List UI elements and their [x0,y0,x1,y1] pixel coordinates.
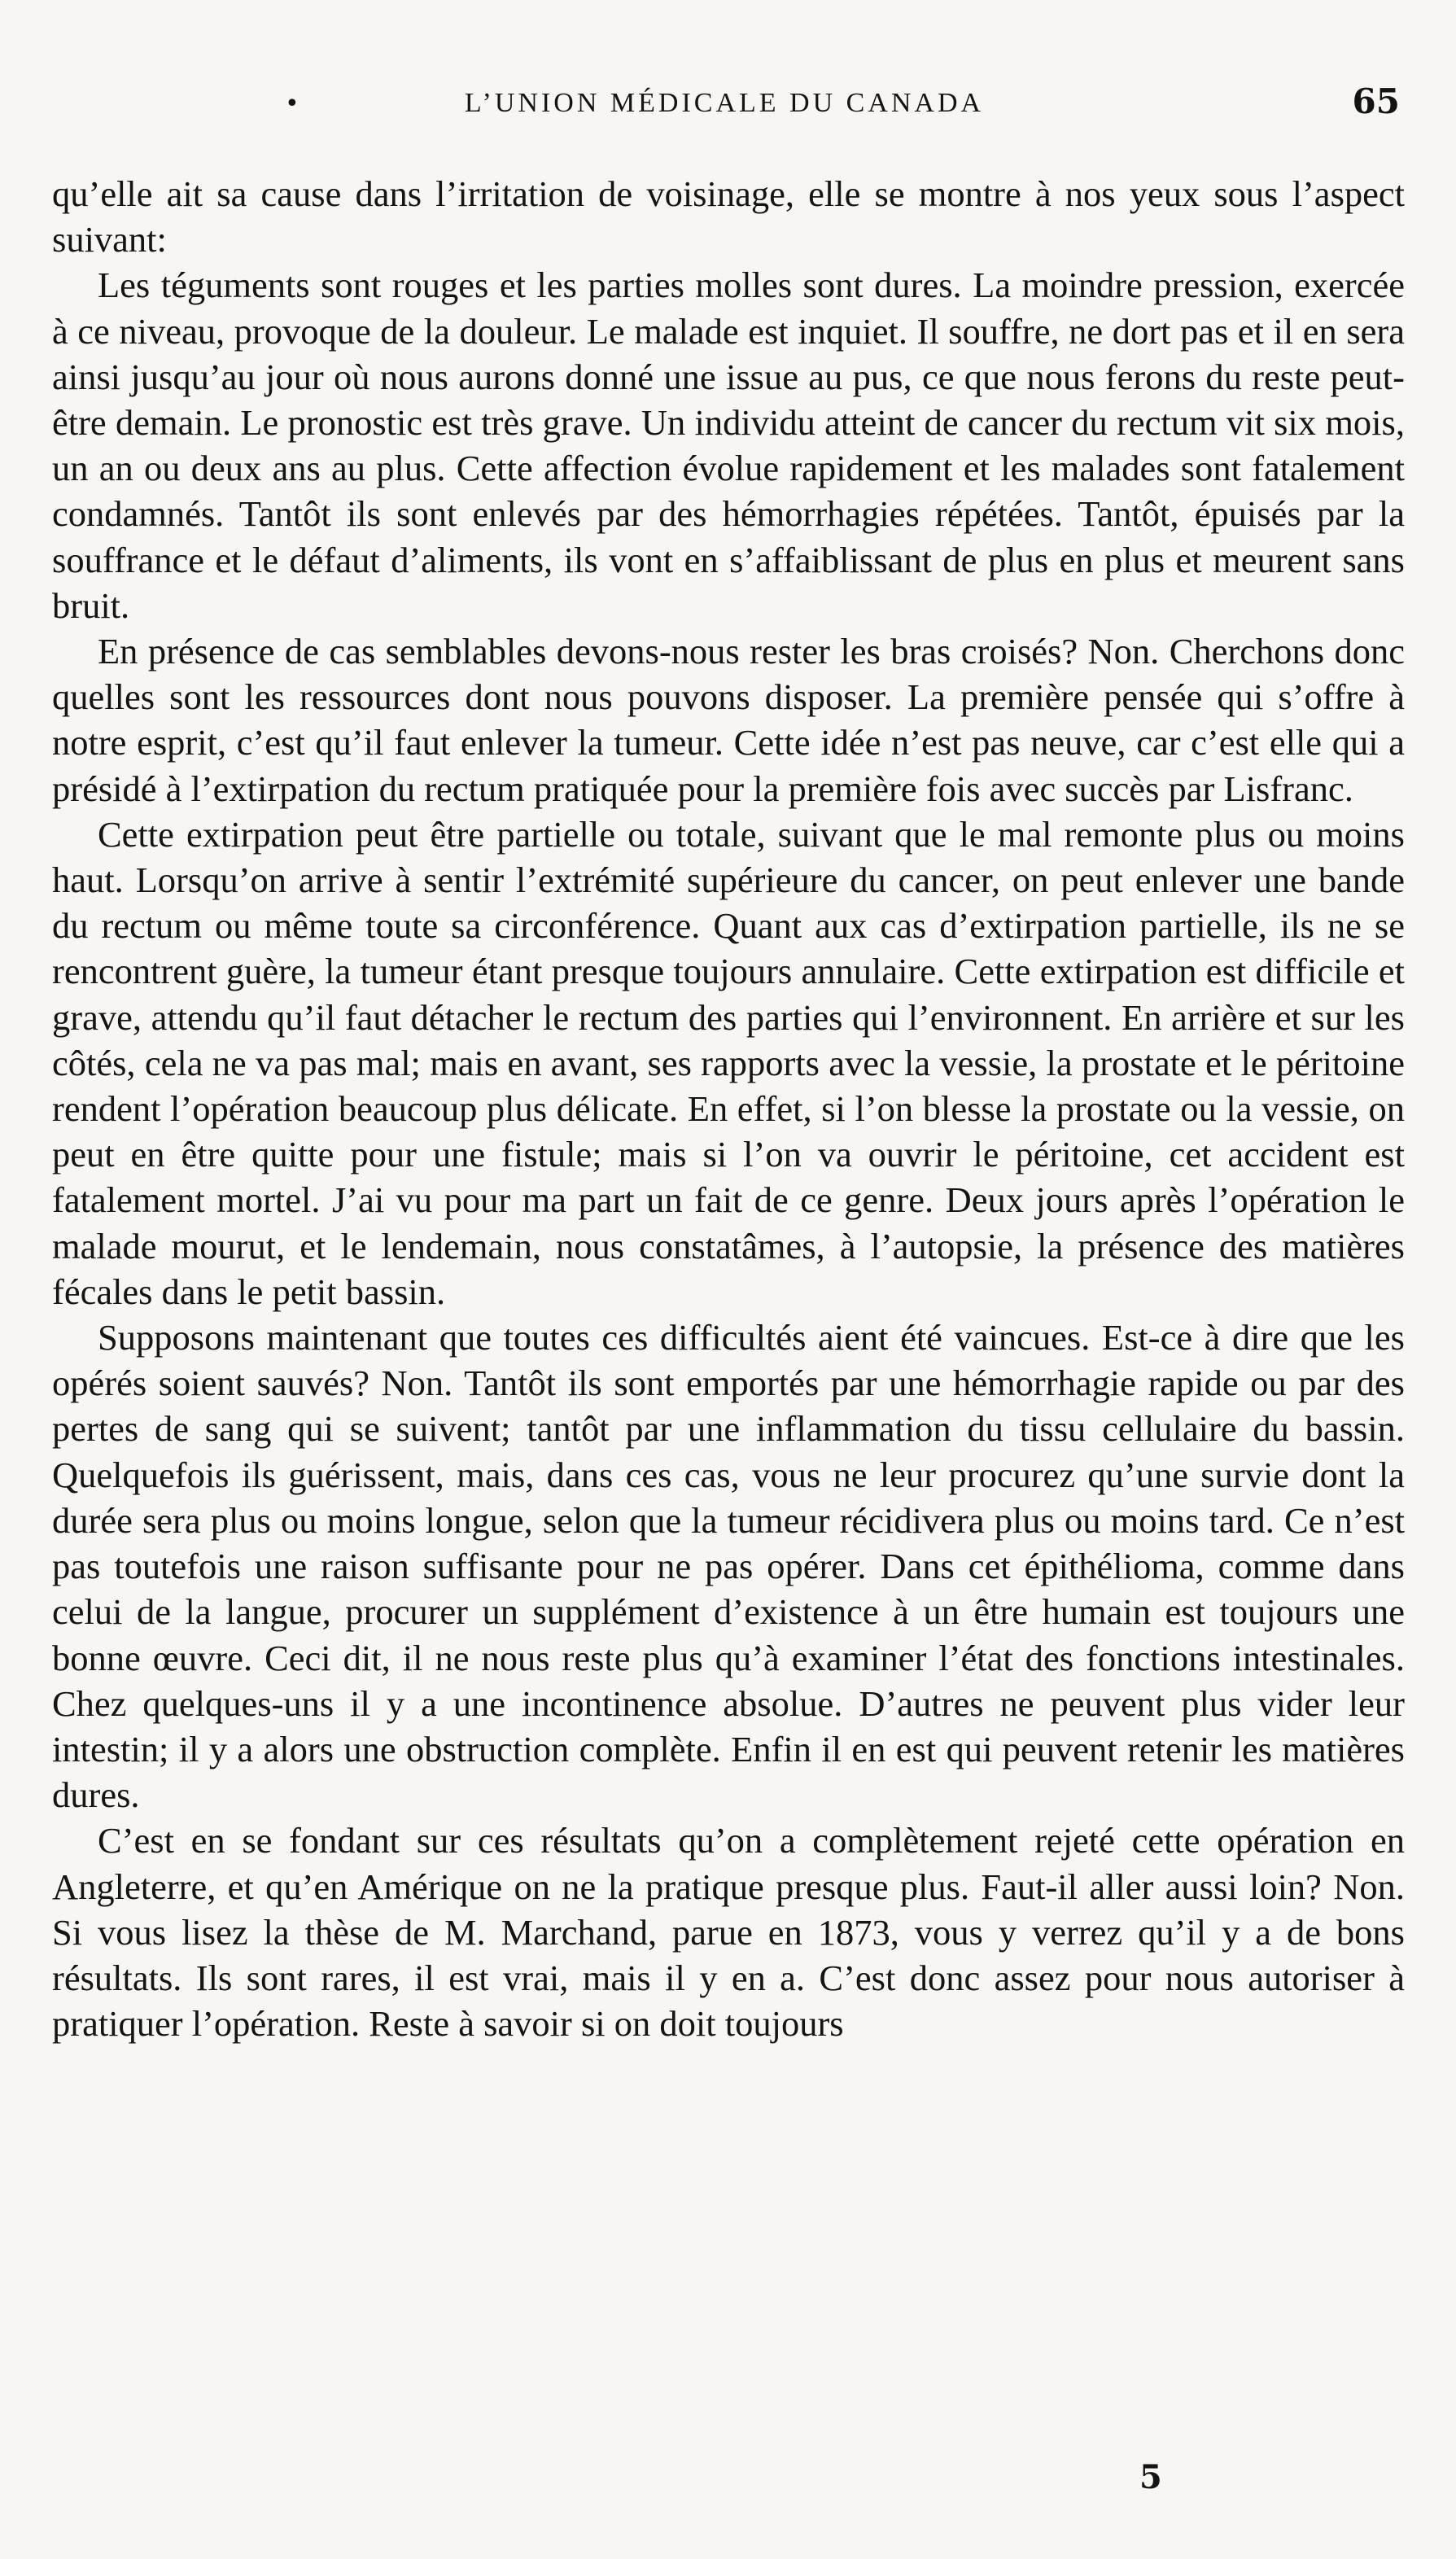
body-text [52,171,1405,2046]
paragraph: qu’elle ait sa cause dans l’irritation de voisinage, elle se montre à nos yeux sous l’aspect suivant: [52,173,1405,260]
paragraph: En présence de cas semblables devons-nous rester les bras croisés? Non. Cherchons donc quelles sont les ressources dont nous pouvons disposer. La première pensée qui s’offre à notre esprit, c’est qu’il faut enlever la tumeur. Cette idée n’est pas neuve, car c’est elle qui a présidé à l’extirpation du rectum pratiquée pour la première fois avec succès par Lisfranc. [52,631,1405,809]
paragraph: Cette extirpation peut être partielle ou totale, suivant que le mal remonte plus ou moins haut. Lorsqu’on arrive à sentir l’extrémité supérieure du cancer, on peut enlever une bande du rectum ou même toute sa circonférence. Quant aux cas d’extirpation partielle, ils ne se rencontrent guère, la tumeur étant presque toujours annulaire. Cette extirpation est difficile et grave, attendu qu’il faut détacher le rectum des parties qui l’environnent. En arrière et sur les côtés, cela ne va pas mal; mais en avant, ses rapports avec la vessie, la prostate et le péritoine rendent l’opération beaucoup plus délicate. En effet, si l’on blesse la prostate ou la vessie, on peut en être quitte pour une fistule; mais si l’on va ouvrir le péritoine, cet accident est fatalement mortel. J’ai vu pour ma part un fait de ce genre. Deux jours après l’opération le malade mourut, et le lendemain, nous constatâmes, à l’autopsie, la présence des matières fécales dans le petit bassin. [52,813,1405,1312]
journal-title: L’UNION MÉDICALE DU CANADA [464,88,985,118]
signature-mark: 5 [1139,2458,1162,2496]
header-dot: • [285,90,300,118]
paragraph: Supposons maintenant que toutes ces difficultés aient été vaincues. Est-ce à dire que les opérés soient sauvés? Non. Tantôt ils sont emportés par une hémorrhagie rapide ou par des pertes de sang qui se suivent; tantôt par une inflammation du tissu cellulaire du bassin. Quelquefois ils guérissent, mais, dans ces cas, vous ne leur procurez qu’une survie dont la durée sera plus ou moins longue, selon que la tumeur récidivera plus ou moins tard. Ce n’est pas toutefois une raison suffisante pour ne pas opérer. Dans cet épithélioma, comme dans celui de la langue, procurer un supplément d’existence à un être humain est toujours une bonne œuvre. Ceci dit, il ne nous reste plus qu’à examiner l’état des fonctions intestinales. Chez quelques-uns il y a une incontinence absolue. D’autres ne peuvent plus vider leur intestin; il y a alors une obstruction complète. Enfin il en est qui peuvent retenir les matières dures. [52,1317,1405,1816]
running-head [49,81,1400,130]
page-number: 65 [1352,81,1400,121]
paragraph: C’est en se fondant sur ces résultats qu’on a complètement rejeté cette opération en Angleterre, et qu’en Amérique on ne la pratique presque plus. Faut-il aller aussi loin? Non. Si vous lisez la thèse de M. Marchand, parue en 1873, vous y verrez qu’il y a de bons résultats. Ils sont rares, il est vrai, mais il y en a. C’est donc assez pour nous autoriser à pratiquer l’opération. Reste à savoir si on doit toujours [52,1820,1405,2045]
paragraph: Les téguments sont rouges et les parties molles sont dures. La moindre pression, exercée à ce niveau, provoque de la douleur. Le malade est inquiet. Il souffre, ne dort pas et il en sera ainsi jusqu’au jour où nous aurons donné une issue au pus, ce que nous ferons du reste peut-être demain. Le pronostic est très grave. Un individu atteint de cancer du rectum vit six mois, un an ou deux ans au plus. Cette affection évolue rapidement et les malades sont fatalement condamnés. Tantôt ils sont enlevés par des hémorrhagies répétées. Tantôt, épuisés par la souffrance et le défaut d’aliments, ils vont en s’affaiblissant de plus en plus et meurent sans bruit. [52,265,1405,626]
